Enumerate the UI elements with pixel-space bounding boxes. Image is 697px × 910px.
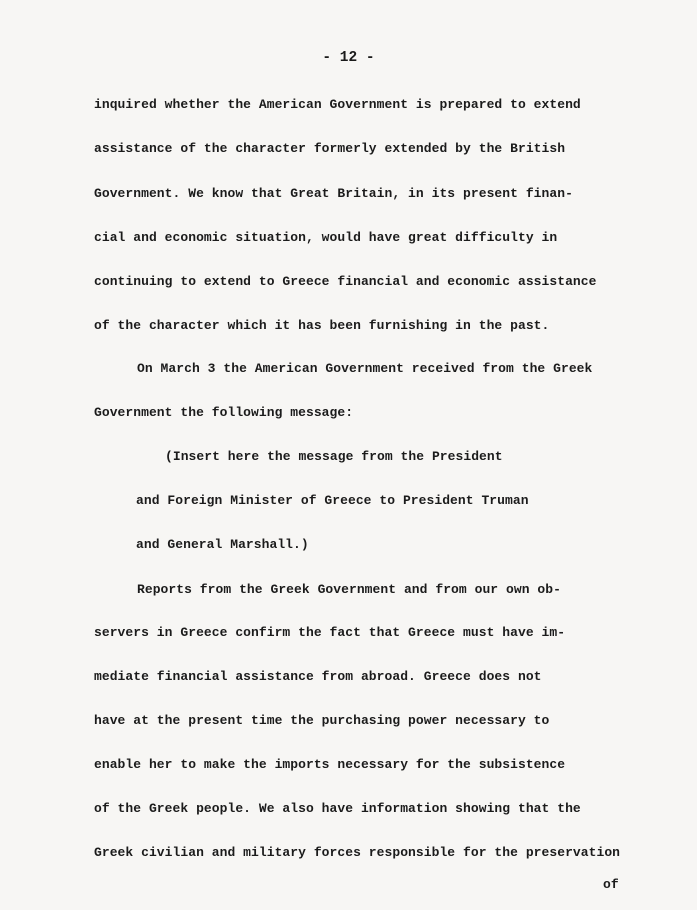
page-number: - 12 - — [322, 50, 375, 66]
text-line-19: of — [603, 877, 619, 892]
text-line-11: and General Marshall.) — [136, 537, 309, 552]
text-line-4: cial and economic situation, would have great difficulty in — [94, 230, 558, 245]
text-line-17: of the Greek people. We also have information showing that the — [94, 801, 581, 816]
text-line-18: Greek civilian and military forces responsible for the preservation — [94, 845, 621, 860]
text-line-5: continuing to extend to Greece financial and economic assistance — [94, 274, 597, 289]
text-line-1: inquired whether the American Government is prepared to extend — [94, 97, 581, 112]
text-line-9: (Insert here the message from the President — [165, 449, 503, 464]
text-line-10: and Foreign Minister of Greece to President Truman — [136, 493, 529, 508]
text-line-8: Government the following message: — [94, 405, 354, 420]
text-line-7: On March 3 the American Government received from the Greek — [137, 361, 593, 376]
text-line-15: have at the present time the purchasing power necessary to — [94, 713, 550, 728]
text-line-2: assistance of the character formerly extended by the British — [94, 141, 566, 156]
text-line-13: servers in Greece confirm the fact that Greece must have im- — [94, 625, 566, 640]
text-line-3: Government. We know that Great Britain, in its present finan- — [94, 186, 573, 201]
text-line-12: Reports from the Greek Government and from our own ob- — [137, 582, 561, 597]
text-line-6: of the character which it has been furnishing in the past. — [94, 318, 550, 333]
text-line-16: enable her to make the imports necessary for the subsistence — [94, 757, 566, 772]
text-line-14: mediate financial assistance from abroad. Greece does not — [94, 669, 542, 684]
